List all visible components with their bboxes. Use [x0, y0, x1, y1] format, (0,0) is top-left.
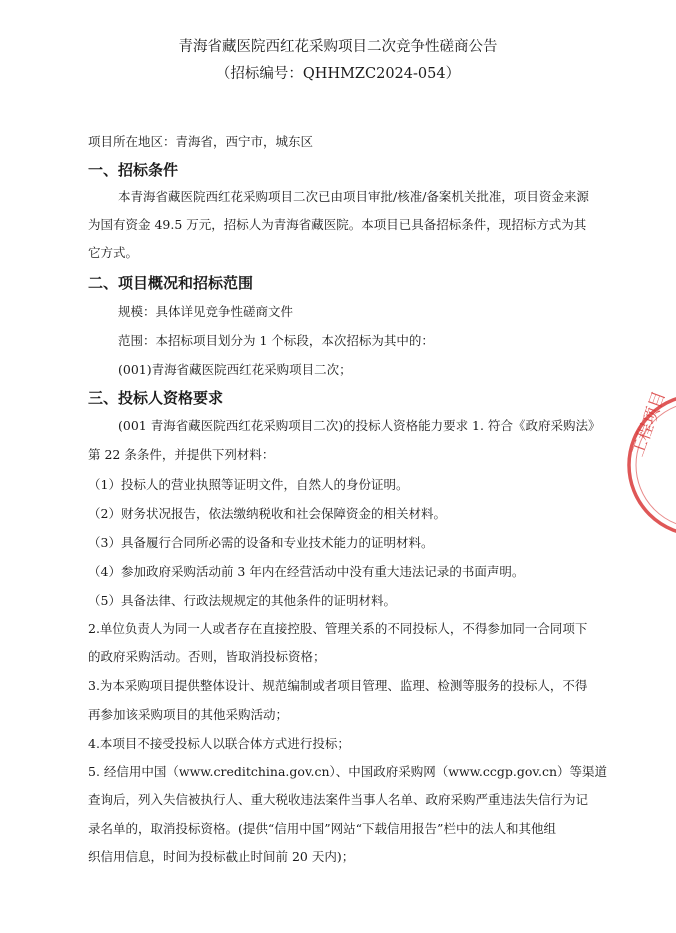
tender-number: （招标编号：QHHMZC2024-054） — [215, 66, 461, 82]
paragraph-line: 3.为本采购项目提供整体设计、规范编制或者项目管理、监理、检测等服务的投标人，不得 — [88, 678, 588, 693]
section-heading-2: 二、项目概况和招标范围 — [88, 274, 254, 292]
list-item: （5）具备法律、行政法规规定的其他条件的证明材料。 — [88, 593, 396, 608]
section-heading-3: 三、投标人资格要求 — [88, 389, 224, 407]
paragraph-line: 规模：具体详见竞争性磋商文件 — [118, 304, 294, 319]
list-item: （4）参加政府采购活动前 3 年内在经营活动中没有重大违法记录的书面声明。 — [88, 564, 525, 579]
project-region: 项目所在地区：青海省，西宁市，城东区 — [88, 134, 314, 149]
paragraph-line: 织信用信息，时间为投标截止时间前 20 天内)； — [88, 849, 355, 864]
paragraph-line: 2.单位负责人为同一人或者存在直接控股、管理关系的不同投标人，不得参加同一合同项下 — [88, 621, 588, 636]
list-item: （3）具备履行合同所必需的设备和专业技术能力的证明材料。 — [88, 535, 434, 550]
paragraph-line: 范围：本招标项目划分为 1 个标段，本次招标为其中的： — [118, 333, 434, 348]
paragraph-line: (001)青海省藏医院西红花采购项目二次； — [118, 362, 352, 377]
list-item: （1）投标人的营业执照等证明文件，自然人的身份证明。 — [88, 477, 409, 492]
paragraph-line: 录名单的，取消投标资格。(提供“信用中国”网站“下载信用报告”栏中的法人和其他组 — [88, 821, 556, 836]
section-heading-1: 一、招标条件 — [88, 161, 179, 179]
list-item: （2）财务状况报告，依法缴纳税收和社会保障资金的相关材料。 — [88, 506, 446, 521]
paragraph-line: 第 22 条条件，并提供下列材料： — [88, 447, 275, 462]
paragraph-line: 的政府采购活动。否则，皆取消投标资格； — [88, 649, 326, 664]
paragraph-line: 5. 经信用中国（www.creditchina.gov.cn）、中国政府采购网（www.ccgp.gov.cn）等渠道 — [88, 764, 607, 779]
paragraph-line: (001 青海省藏医院西红花采购项目二次)的投标人资格能力要求 1. 符合《政府采购法》 — [118, 418, 601, 433]
stamp-text: 工程项目 — [627, 388, 670, 460]
paragraph-line: 4.本项目不接受投标人以联合体方式进行投标； — [88, 736, 350, 751]
paragraph-line: 再参加该采购项目的其他采购活动； — [88, 707, 289, 722]
paragraph-line: 本青海省藏医院西红花采购项目二次已由项目审批/核准/备案机关批准，项目资金来源 — [118, 189, 589, 204]
paragraph-line: 它方式。 — [88, 245, 139, 260]
red-seal-stamp — [624, 390, 676, 540]
paragraph-line: 查询后，列入失信被执行人、重大税收违法案件当事人名单、政府采购严重违法失信行为记 — [88, 792, 589, 807]
document-title: 青海省藏医院西红花采购项目二次竞争性磋商公告 — [178, 39, 498, 55]
paragraph-line: 为国有资金 49.5 万元，招标人为青海省藏医院。本项目已具备招标条件，现招标方式为其 — [88, 217, 587, 232]
